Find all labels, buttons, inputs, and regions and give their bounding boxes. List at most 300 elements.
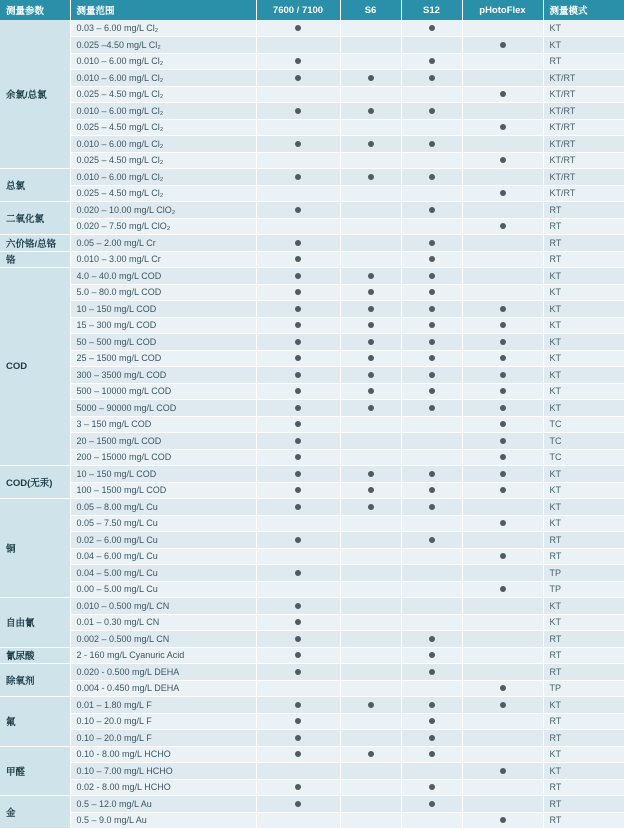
bullet-icon [295, 273, 301, 279]
support-photoflex-cell [462, 796, 543, 813]
measurement-mode-cell: KT/RT [543, 119, 624, 136]
bullet-icon [429, 58, 435, 64]
bullet-icon [295, 702, 301, 708]
measurement-mode-cell: KT/RT [543, 86, 624, 103]
measurement-mode-cell: TP [543, 581, 624, 598]
support-s6-cell [340, 433, 401, 450]
table-row [0, 317, 624, 334]
support-s12-cell [401, 20, 462, 37]
measurement-mode-cell: KT [543, 317, 624, 334]
measurement-mode-cell: RT [543, 218, 624, 235]
table-row [0, 169, 624, 186]
bullet-icon [368, 273, 374, 279]
support-s6-cell [340, 482, 401, 499]
support-s6-cell [340, 515, 401, 532]
bullet-icon [429, 339, 435, 345]
support-photoflex-cell [462, 367, 543, 384]
parameter-name-cell: 氟 [0, 697, 70, 747]
support-7600-7100-cell [256, 367, 340, 384]
bullet-icon [429, 718, 435, 724]
support-photoflex-cell [462, 812, 543, 829]
support-7600-7100-cell [256, 680, 340, 697]
support-photoflex-cell [462, 647, 543, 664]
support-7600-7100-cell [256, 746, 340, 763]
support-photoflex-cell [462, 136, 543, 153]
support-photoflex-cell [462, 664, 543, 681]
table-body [0, 20, 624, 829]
bullet-icon [429, 801, 435, 807]
support-7600-7100-cell [256, 284, 340, 301]
support-s6-cell [340, 284, 401, 301]
bullet-icon [429, 702, 435, 708]
support-s12-cell [401, 383, 462, 400]
support-s12-cell [401, 730, 462, 747]
measurement-mode-cell: KT [543, 598, 624, 615]
bullet-icon [500, 454, 506, 460]
measurement-range-cell: 0.01 – 0.30 mg/L CN [70, 614, 256, 631]
support-s12-cell [401, 532, 462, 549]
measurement-mode-cell: KT/RT [543, 136, 624, 153]
bullet-icon [500, 702, 506, 708]
bullet-icon [368, 141, 374, 147]
support-s12-cell [401, 103, 462, 120]
support-s6-cell [340, 350, 401, 367]
bullet-icon [429, 75, 435, 81]
measurement-range-cell: 0.10 – 20.0 mg/L F [70, 730, 256, 747]
support-s12-cell [401, 680, 462, 697]
support-s12-cell [401, 169, 462, 186]
table-row [0, 185, 624, 202]
measurement-range-cell: 3 – 150 mg/L COD [70, 416, 256, 433]
parameter-name-cell: 总氯 [0, 169, 70, 202]
measurement-mode-cell: RT [543, 532, 624, 549]
measurement-mode-cell: TC [543, 433, 624, 450]
measurement-mode-cell: KT [543, 482, 624, 499]
measurement-mode-cell: KT/RT [543, 169, 624, 186]
support-7600-7100-cell [256, 581, 340, 598]
support-s12-cell [401, 499, 462, 516]
support-photoflex-cell [462, 466, 543, 483]
support-photoflex-cell [462, 416, 543, 433]
support-7600-7100-cell [256, 103, 340, 120]
measurement-range-cell: 0.020 – 7.50 mg/L ClO₂ [70, 218, 256, 235]
support-s6-cell [340, 169, 401, 186]
bullet-icon [295, 322, 301, 328]
measurement-range-cell: 0.05 – 2.00 mg/L Cr [70, 235, 256, 252]
support-7600-7100-cell [256, 664, 340, 681]
measurement-mode-cell: RT [543, 647, 624, 664]
support-7600-7100-cell [256, 614, 340, 631]
support-photoflex-cell [462, 202, 543, 219]
bullet-icon [500, 553, 506, 559]
bullet-icon [295, 421, 301, 427]
support-s6-cell [340, 746, 401, 763]
table-row [0, 400, 624, 417]
support-s12-cell [401, 664, 462, 681]
measurement-mode-cell: KT [543, 367, 624, 384]
support-s12-cell [401, 581, 462, 598]
bullet-icon [429, 322, 435, 328]
support-s6-cell [340, 218, 401, 235]
table-row [0, 37, 624, 54]
bullet-icon [500, 306, 506, 312]
support-s6-cell [340, 400, 401, 417]
measurement-mode-cell: RT [543, 779, 624, 796]
table-row [0, 136, 624, 153]
support-s12-cell [401, 746, 462, 763]
measurement-range-cell: 0.04 – 6.00 mg/L Cu [70, 548, 256, 565]
measurement-range-cell: 0.010 – 3.00 mg/L Cr [70, 251, 256, 268]
bullet-icon [295, 636, 301, 642]
bullet-icon [500, 768, 506, 774]
measurement-range-cell: 50 – 500 mg/L COD [70, 334, 256, 351]
support-s6-cell [340, 796, 401, 813]
table-row [0, 763, 624, 780]
support-photoflex-cell [462, 598, 543, 615]
header-cell-param: 测量参数 [0, 0, 70, 20]
support-7600-7100-cell [256, 169, 340, 186]
measurement-range-cell: 5000 – 90000 mg/L COD [70, 400, 256, 417]
measurement-range-cell: 0.05 – 7.50 mg/L Cu [70, 515, 256, 532]
measurement-mode-cell: KT/RT [543, 152, 624, 169]
measurement-range-cell: 0.02 – 6.00 mg/L Cu [70, 532, 256, 549]
measurement-mode-cell: KT [543, 697, 624, 714]
support-s12-cell [401, 317, 462, 334]
bullet-icon [368, 405, 374, 411]
measurement-mode-cell: KT [543, 268, 624, 285]
bullet-icon [295, 784, 301, 790]
bullet-icon [295, 537, 301, 543]
table-row [0, 680, 624, 697]
support-s12-cell [401, 268, 462, 285]
support-7600-7100-cell [256, 218, 340, 235]
support-photoflex-cell [462, 746, 543, 763]
measurement-mode-cell: RT [543, 713, 624, 730]
measurement-range-cell: 500 – 10000 mg/L COD [70, 383, 256, 400]
support-photoflex-cell [462, 680, 543, 697]
bullet-icon [500, 487, 506, 493]
bullet-icon [295, 108, 301, 114]
support-photoflex-cell [462, 581, 543, 598]
support-photoflex-cell [462, 383, 543, 400]
measurement-mode-cell: KT/RT [543, 70, 624, 87]
support-s12-cell [401, 202, 462, 219]
measurement-mode-cell: TC [543, 449, 624, 466]
bullet-icon [429, 256, 435, 262]
bullet-icon [429, 751, 435, 757]
table-row [0, 532, 624, 549]
bullet-icon [368, 471, 374, 477]
table-row [0, 218, 624, 235]
support-photoflex-cell [462, 763, 543, 780]
support-s6-cell [340, 20, 401, 37]
parameter-name-cell: 铬 [0, 251, 70, 268]
table-row [0, 383, 624, 400]
support-s12-cell [401, 235, 462, 252]
measurement-mode-cell: RT [543, 251, 624, 268]
table-row [0, 796, 624, 813]
table-row [0, 433, 624, 450]
measurement-range-cell: 0.020 – 10.00 mg/L ClO₂ [70, 202, 256, 219]
support-s12-cell [401, 70, 462, 87]
measurement-mode-cell: RT [543, 235, 624, 252]
support-photoflex-cell [462, 548, 543, 565]
support-7600-7100-cell [256, 350, 340, 367]
support-7600-7100-cell [256, 185, 340, 202]
support-s12-cell [401, 433, 462, 450]
measurement-range-cell: 25 – 1500 mg/L COD [70, 350, 256, 367]
support-7600-7100-cell [256, 152, 340, 169]
parameter-name-cell: 自由氰 [0, 598, 70, 648]
support-s6-cell [340, 70, 401, 87]
bullet-icon [500, 339, 506, 345]
support-7600-7100-cell [256, 598, 340, 615]
support-s12-cell [401, 449, 462, 466]
support-photoflex-cell [462, 251, 543, 268]
measurement-range-cell: 0.10 - 8.00 mg/L HCHO [70, 746, 256, 763]
support-7600-7100-cell [256, 515, 340, 532]
measurement-mode-cell: KT [543, 614, 624, 631]
bullet-icon [295, 751, 301, 757]
support-7600-7100-cell [256, 730, 340, 747]
support-s6-cell [340, 697, 401, 714]
measurement-range-cell: 10 – 150 mg/L COD [70, 466, 256, 483]
support-7600-7100-cell [256, 697, 340, 714]
parameter-name-cell: 六价铬/总铬 [0, 235, 70, 252]
measurement-mode-cell: RT [543, 796, 624, 813]
measurement-mode-cell: KT [543, 466, 624, 483]
measurement-range-cell: 0.5 – 12.0 mg/L Au [70, 796, 256, 813]
support-s12-cell [401, 614, 462, 631]
support-7600-7100-cell [256, 466, 340, 483]
support-s12-cell [401, 53, 462, 70]
support-s6-cell [340, 680, 401, 697]
support-s12-cell [401, 713, 462, 730]
table-row [0, 86, 624, 103]
measurement-range-cell: 0.010 – 6.00 mg/L Cl₂ [70, 169, 256, 186]
bullet-icon [295, 256, 301, 262]
support-s6-cell [340, 301, 401, 318]
measurement-range-cell: 0.10 – 7.00 mg/L HCHO [70, 763, 256, 780]
measurement-range-cell: 0.010 – 6.00 mg/L Cl₂ [70, 103, 256, 120]
bullet-icon [429, 289, 435, 295]
measurement-mode-cell: RT [543, 548, 624, 565]
bullet-icon [295, 174, 301, 180]
support-7600-7100-cell [256, 565, 340, 582]
measurement-range-cell: 0.025 – 4.50 mg/L Cl₂ [70, 119, 256, 136]
measurement-mode-cell: KT/RT [543, 103, 624, 120]
bullet-icon [500, 388, 506, 394]
measurement-mode-cell: KT [543, 350, 624, 367]
bullet-icon [295, 454, 301, 460]
bullet-icon [500, 586, 506, 592]
bullet-icon [295, 58, 301, 64]
support-s6-cell [340, 119, 401, 136]
bullet-icon [429, 669, 435, 675]
bullet-icon [295, 603, 301, 609]
table-row [0, 70, 624, 87]
table-row [0, 697, 624, 714]
measurement-range-cell: 10 – 150 mg/L COD [70, 301, 256, 318]
support-7600-7100-cell [256, 416, 340, 433]
support-s12-cell [401, 301, 462, 318]
support-s12-cell [401, 565, 462, 582]
bullet-icon [500, 223, 506, 229]
support-s6-cell [340, 614, 401, 631]
support-s12-cell [401, 763, 462, 780]
table-row [0, 499, 624, 516]
measurement-range-cell: 15 – 300 mg/L COD [70, 317, 256, 334]
measurement-mode-cell: KT [543, 763, 624, 780]
measurement-range-cell: 0.00 – 5.00 mg/L Cu [70, 581, 256, 598]
support-photoflex-cell [462, 730, 543, 747]
bullet-icon [295, 438, 301, 444]
bullet-icon [429, 636, 435, 642]
support-7600-7100-cell [256, 317, 340, 334]
parameter-name-cell: COD [0, 268, 70, 466]
support-photoflex-cell [462, 499, 543, 516]
bullet-icon [368, 174, 374, 180]
support-s6-cell [340, 763, 401, 780]
bullet-icon [429, 504, 435, 510]
measurement-range-cell: 0.025 – 4.50 mg/L Cl₂ [70, 185, 256, 202]
table-row [0, 103, 624, 120]
table-row [0, 449, 624, 466]
measurement-range-cell: 0.5 – 9.0 mg/L Au [70, 812, 256, 829]
support-7600-7100-cell [256, 301, 340, 318]
bullet-icon [429, 537, 435, 543]
measurement-range-cell: 0.010 – 6.00 mg/L Cl₂ [70, 136, 256, 153]
support-s6-cell [340, 152, 401, 169]
measurement-range-cell: 0.10 – 20.0 mg/L F [70, 713, 256, 730]
measurement-mode-cell: KT [543, 499, 624, 516]
table-row [0, 251, 624, 268]
support-7600-7100-cell [256, 631, 340, 648]
bullet-icon [368, 372, 374, 378]
support-s6-cell [340, 367, 401, 384]
header-cell-device-photoflex: pHotoFlex [462, 0, 543, 20]
bullet-icon [500, 405, 506, 411]
bullet-icon [500, 42, 506, 48]
support-s12-cell [401, 515, 462, 532]
bullet-icon [429, 735, 435, 741]
measurement-range-cell: 2 - 160 mg/L Cyanuric Acid [70, 647, 256, 664]
support-photoflex-cell [462, 152, 543, 169]
bullet-icon [429, 405, 435, 411]
support-7600-7100-cell [256, 70, 340, 87]
support-7600-7100-cell [256, 796, 340, 813]
support-photoflex-cell [462, 482, 543, 499]
support-photoflex-cell [462, 614, 543, 631]
measurement-mode-cell: RT [543, 664, 624, 681]
measurement-mode-cell: TP [543, 680, 624, 697]
table-header [0, 0, 624, 20]
support-7600-7100-cell [256, 268, 340, 285]
table-row [0, 235, 624, 252]
support-s12-cell [401, 136, 462, 153]
bullet-icon [429, 207, 435, 213]
support-s6-cell [340, 317, 401, 334]
support-photoflex-cell [462, 185, 543, 202]
measurement-mode-cell: KT [543, 20, 624, 37]
support-s12-cell [401, 367, 462, 384]
bullet-icon [295, 388, 301, 394]
support-7600-7100-cell [256, 37, 340, 54]
measurement-mode-cell: KT [543, 301, 624, 318]
support-photoflex-cell [462, 350, 543, 367]
support-s12-cell [401, 796, 462, 813]
bullet-icon [295, 669, 301, 675]
bullet-icon [368, 339, 374, 345]
support-7600-7100-cell [256, 779, 340, 796]
support-7600-7100-cell [256, 334, 340, 351]
support-7600-7100-cell [256, 20, 340, 37]
support-7600-7100-cell [256, 119, 340, 136]
bullet-icon [295, 801, 301, 807]
support-photoflex-cell [462, 235, 543, 252]
support-s6-cell [340, 383, 401, 400]
support-7600-7100-cell [256, 812, 340, 829]
table-row [0, 334, 624, 351]
bullet-icon [429, 372, 435, 378]
support-s6-cell [340, 136, 401, 153]
measurement-mode-cell: KT [543, 37, 624, 54]
parameter-name-cell: 余氯/总氯 [0, 20, 70, 169]
parameter-name-cell: 氰尿酸 [0, 647, 70, 664]
table-row [0, 647, 624, 664]
table-row [0, 812, 624, 829]
support-s6-cell [340, 532, 401, 549]
measurement-mode-cell: RT [543, 53, 624, 70]
bullet-icon [500, 355, 506, 361]
support-s12-cell [401, 334, 462, 351]
support-s12-cell [401, 119, 462, 136]
support-s12-cell [401, 812, 462, 829]
bullet-icon [368, 306, 374, 312]
support-7600-7100-cell [256, 86, 340, 103]
bullet-icon [295, 652, 301, 658]
support-photoflex-cell [462, 779, 543, 796]
support-s12-cell [401, 251, 462, 268]
table-row [0, 548, 624, 565]
measurement-range-cell: 300 – 3500 mg/L COD [70, 367, 256, 384]
support-s12-cell [401, 37, 462, 54]
bullet-icon [295, 75, 301, 81]
measurement-range-cell: 0.03 – 6.00 mg/L Cl₂ [70, 20, 256, 37]
support-photoflex-cell [462, 169, 543, 186]
support-photoflex-cell [462, 103, 543, 120]
support-7600-7100-cell [256, 499, 340, 516]
bullet-icon [429, 471, 435, 477]
support-s6-cell [340, 37, 401, 54]
support-photoflex-cell [462, 86, 543, 103]
bullet-icon [500, 190, 506, 196]
support-s12-cell [401, 152, 462, 169]
bullet-icon [368, 751, 374, 757]
support-7600-7100-cell [256, 202, 340, 219]
support-s12-cell [401, 86, 462, 103]
measurement-range-cell: 0.05 – 8.00 mg/L Cu [70, 499, 256, 516]
support-s6-cell [340, 466, 401, 483]
support-photoflex-cell [462, 697, 543, 714]
support-s12-cell [401, 350, 462, 367]
bullet-icon [429, 141, 435, 147]
bullet-icon [368, 487, 374, 493]
support-7600-7100-cell [256, 433, 340, 450]
support-photoflex-cell [462, 268, 543, 285]
table-row [0, 119, 624, 136]
measurement-range-cell: 0.01 – 1.80 mg/L F [70, 697, 256, 714]
